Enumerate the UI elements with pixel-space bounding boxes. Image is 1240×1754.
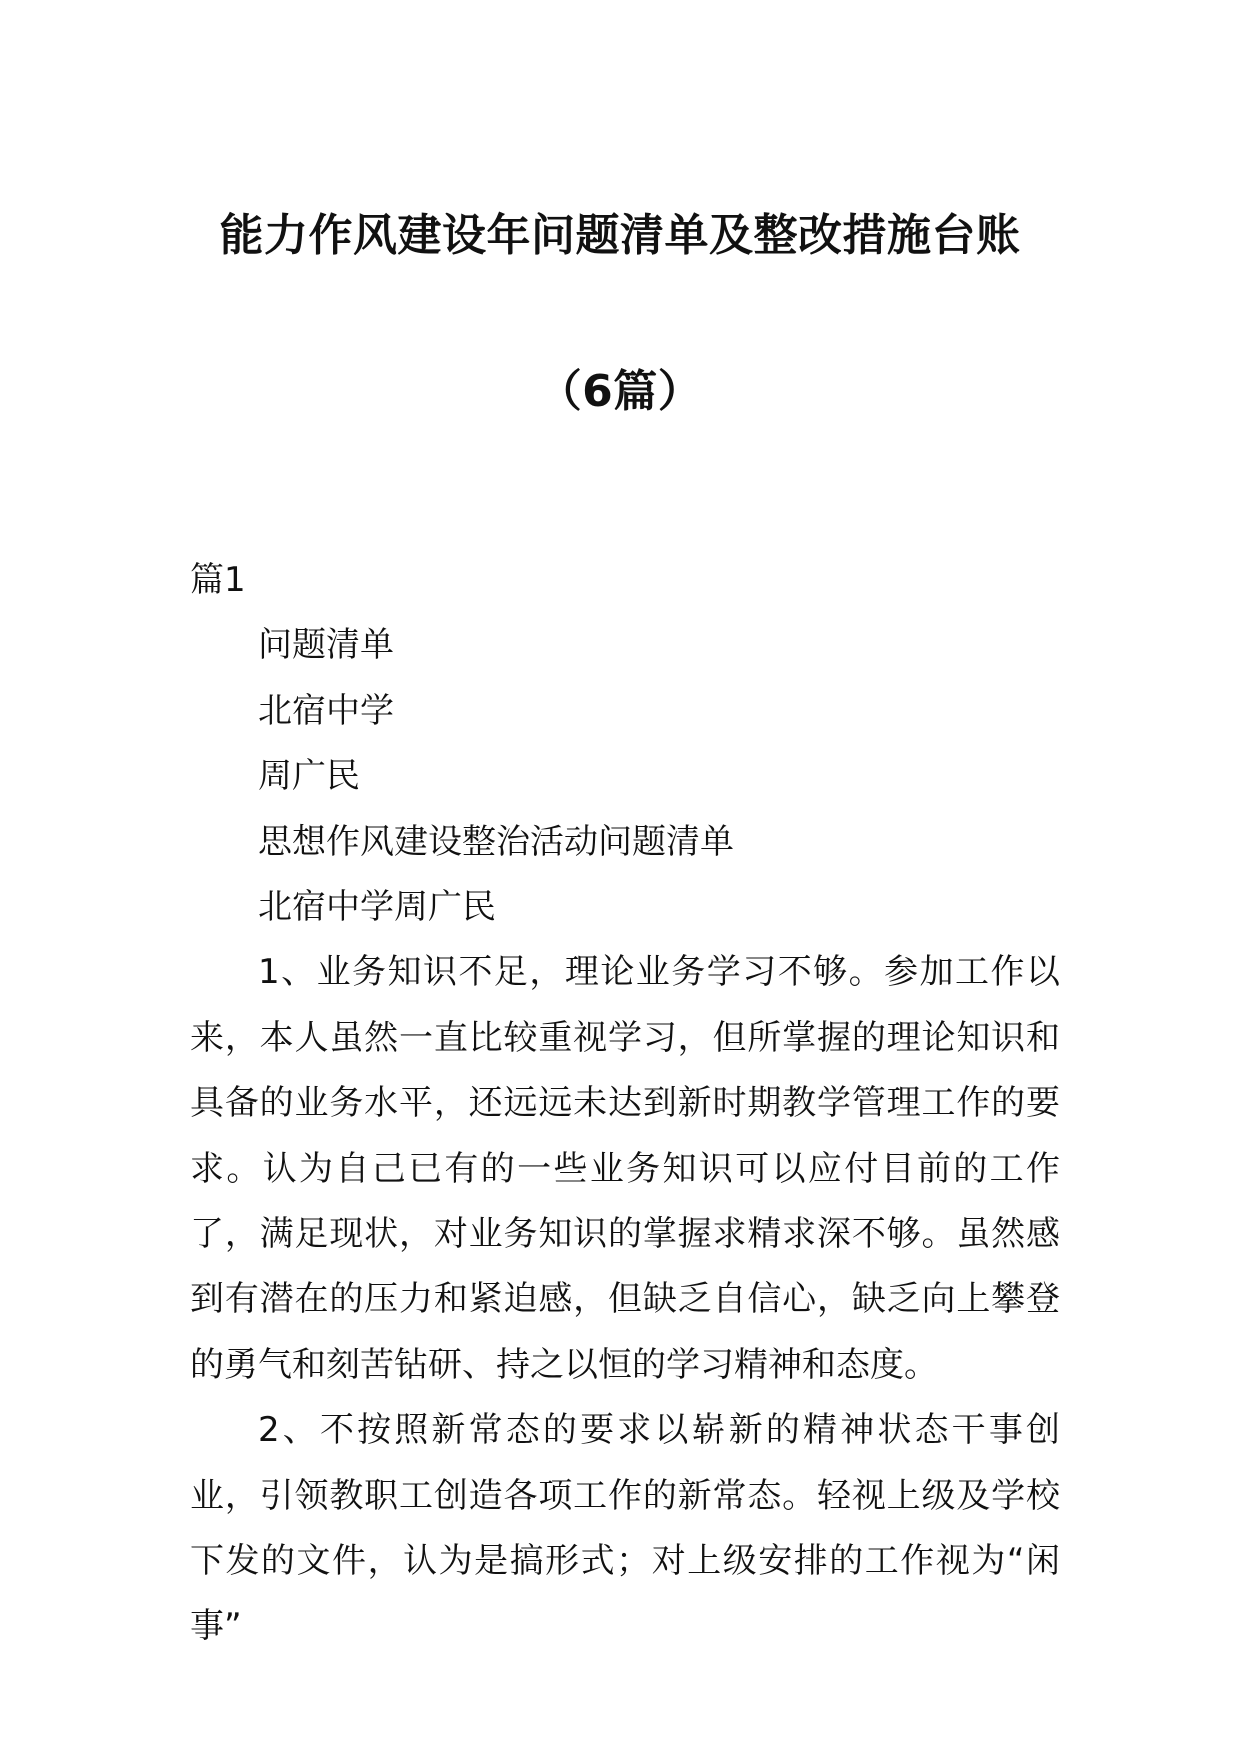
header-line-problem-list: 问题清单: [258, 625, 394, 666]
document-body: [190, 548, 1060, 1660]
section-label: 篇1: [190, 560, 246, 600]
document-title: 能力作风建设年问题清单及整改措施台账: [219, 210, 1021, 261]
header-line-author: 周广民: [258, 756, 360, 797]
header-line-school-author: 北宿中学周广民: [258, 886, 496, 927]
paragraph-2: 2、不按照新常态的要求以崭新的精神状态干事创业，引领教职工创造各项工作的新常态。轻视上级及学校下发的文件，认为是搞形式；对上级安排的工作视为“闲事”: [190, 1410, 1060, 1647]
header-line-school: 北宿中学: [258, 690, 394, 731]
document-subtitle: （6篇）: [537, 366, 703, 417]
header-line-activity-title: 思想作风建设整治活动问题清单: [258, 821, 734, 862]
paragraph-1: 1、业务知识不足，理论业务学习不够。参加工作以来，本人虽然一直比较重视学习，但所掌握的理论知识和具备的业务水平，还远远未达到新时期教学管理工作的要求。认为自己已有的一些业务知识可以应付目前的工作了，满足现状，对业务知识的掌握求精求深不够。虽然感到有潜在的压力和紧迫感，但缺乏自信心，缺乏向上攀登的勇气和刻苦钻研、持之以恒的学习精神和态度。: [190, 952, 1060, 1385]
